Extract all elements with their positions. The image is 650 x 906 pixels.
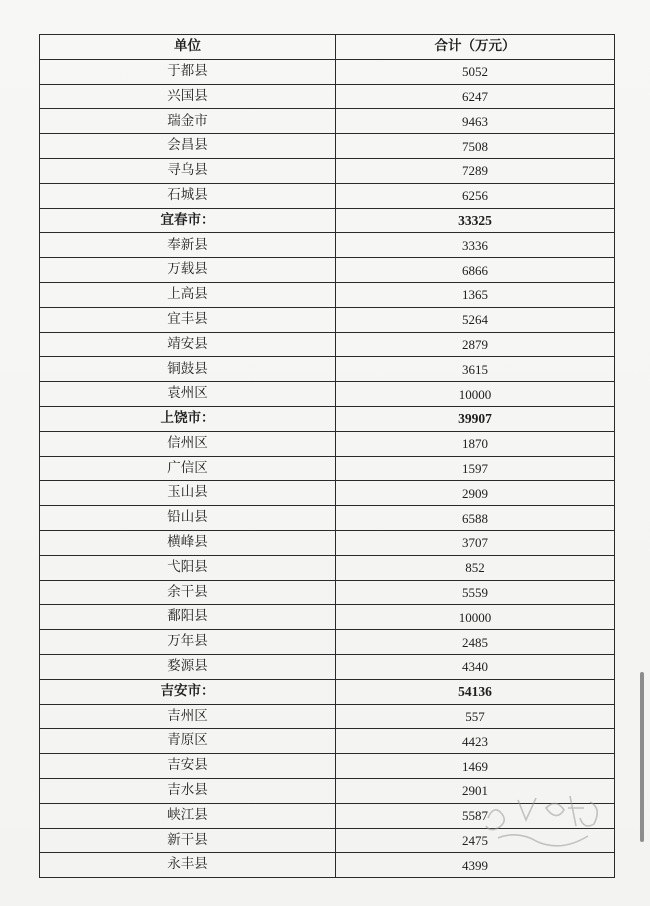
unit-cell: 横峰县 — [40, 530, 336, 555]
unit-cell: 上高县 — [40, 282, 336, 307]
city-subtotal-row — [40, 406, 615, 431]
table-row — [40, 183, 615, 208]
table-row — [40, 828, 615, 853]
unit-cell: 铅山县 — [40, 506, 336, 531]
table-row — [40, 233, 615, 258]
total-cell: 54136 — [336, 679, 615, 704]
table-header-row — [40, 35, 615, 60]
table-row — [40, 605, 615, 630]
total-cell: 5052 — [336, 59, 615, 84]
total-cell: 10000 — [336, 605, 615, 630]
table-row — [40, 84, 615, 109]
total-cell: 2485 — [336, 630, 615, 655]
table-body — [40, 59, 615, 877]
unit-cell: 吉水县 — [40, 778, 336, 803]
total-cell: 4399 — [336, 853, 615, 878]
table-row — [40, 853, 615, 878]
table-row — [40, 332, 615, 357]
table-row — [40, 134, 615, 159]
unit-cell: 袁州区 — [40, 382, 336, 407]
total-cell: 2879 — [336, 332, 615, 357]
unit-cell: 余干县 — [40, 580, 336, 605]
total-cell: 9463 — [336, 109, 615, 134]
unit-cell: 石城县 — [40, 183, 336, 208]
total-cell: 7508 — [336, 134, 615, 159]
unit-cell: 广信区 — [40, 456, 336, 481]
unit-cell: 鄱阳县 — [40, 605, 336, 630]
total-cell: 6866 — [336, 258, 615, 283]
table-row — [40, 456, 615, 481]
unit-cell: 奉新县 — [40, 233, 336, 258]
table-row — [40, 357, 615, 382]
unit-cell: 靖安县 — [40, 332, 336, 357]
total-cell: 3707 — [336, 530, 615, 555]
unit-cell: 新干县 — [40, 828, 336, 853]
total-cell: 1469 — [336, 754, 615, 779]
table-row — [40, 282, 615, 307]
table-row — [40, 654, 615, 679]
total-cell: 2475 — [336, 828, 615, 853]
unit-cell: 宜丰县 — [40, 307, 336, 332]
table-row — [40, 630, 615, 655]
table-row — [40, 258, 615, 283]
total-cell: 7289 — [336, 158, 615, 183]
table-row — [40, 555, 615, 580]
unit-cell: 弋阳县 — [40, 555, 336, 580]
total-cell: 1870 — [336, 431, 615, 456]
header-unit: 单位 — [40, 35, 336, 60]
header-total: 合计（万元） — [336, 35, 615, 60]
table-row — [40, 580, 615, 605]
total-cell: 5559 — [336, 580, 615, 605]
table-row — [40, 158, 615, 183]
total-cell: 5587 — [336, 803, 615, 828]
total-cell: 4340 — [336, 654, 615, 679]
table-row — [40, 754, 615, 779]
unit-cell: 上饶市： — [40, 406, 336, 431]
total-cell: 4423 — [336, 729, 615, 754]
total-cell: 2909 — [336, 481, 615, 506]
total-cell: 852 — [336, 555, 615, 580]
unit-cell: 吉安市： — [40, 679, 336, 704]
total-cell: 10000 — [336, 382, 615, 407]
unit-cell: 寻乌县 — [40, 158, 336, 183]
total-cell: 6588 — [336, 506, 615, 531]
total-cell: 3336 — [336, 233, 615, 258]
total-cell: 6256 — [336, 183, 615, 208]
unit-cell: 万年县 — [40, 630, 336, 655]
total-cell: 2901 — [336, 778, 615, 803]
total-cell: 557 — [336, 704, 615, 729]
city-subtotal-row — [40, 208, 615, 233]
unit-cell: 青原区 — [40, 729, 336, 754]
unit-cell: 玉山县 — [40, 481, 336, 506]
unit-cell: 婺源县 — [40, 654, 336, 679]
unit-cell: 峡江县 — [40, 803, 336, 828]
city-subtotal-row — [40, 679, 615, 704]
table-row — [40, 704, 615, 729]
total-cell: 3615 — [336, 357, 615, 382]
unit-cell: 宜春市： — [40, 208, 336, 233]
unit-cell: 万载县 — [40, 258, 336, 283]
unit-cell: 兴国县 — [40, 84, 336, 109]
unit-cell: 瑞金市 — [40, 109, 336, 134]
table-row — [40, 778, 615, 803]
total-cell: 1597 — [336, 456, 615, 481]
total-cell: 39907 — [336, 406, 615, 431]
unit-cell: 信州区 — [40, 431, 336, 456]
unit-cell: 吉安县 — [40, 754, 336, 779]
total-cell: 6247 — [336, 84, 615, 109]
table-row — [40, 729, 615, 754]
table-row — [40, 431, 615, 456]
funding-table — [39, 34, 615, 878]
table-row — [40, 803, 615, 828]
scrollbar[interactable] — [640, 672, 644, 842]
unit-cell: 会昌县 — [40, 134, 336, 159]
table-row — [40, 307, 615, 332]
table-row — [40, 481, 615, 506]
unit-cell: 吉州区 — [40, 704, 336, 729]
table-row — [40, 530, 615, 555]
total-cell: 5264 — [336, 307, 615, 332]
total-cell: 1365 — [336, 282, 615, 307]
table-row — [40, 59, 615, 84]
total-cell: 33325 — [336, 208, 615, 233]
unit-cell: 于都县 — [40, 59, 336, 84]
table-row — [40, 109, 615, 134]
table-row — [40, 506, 615, 531]
unit-cell: 铜鼓县 — [40, 357, 336, 382]
unit-cell: 永丰县 — [40, 853, 336, 878]
table-row — [40, 382, 615, 407]
